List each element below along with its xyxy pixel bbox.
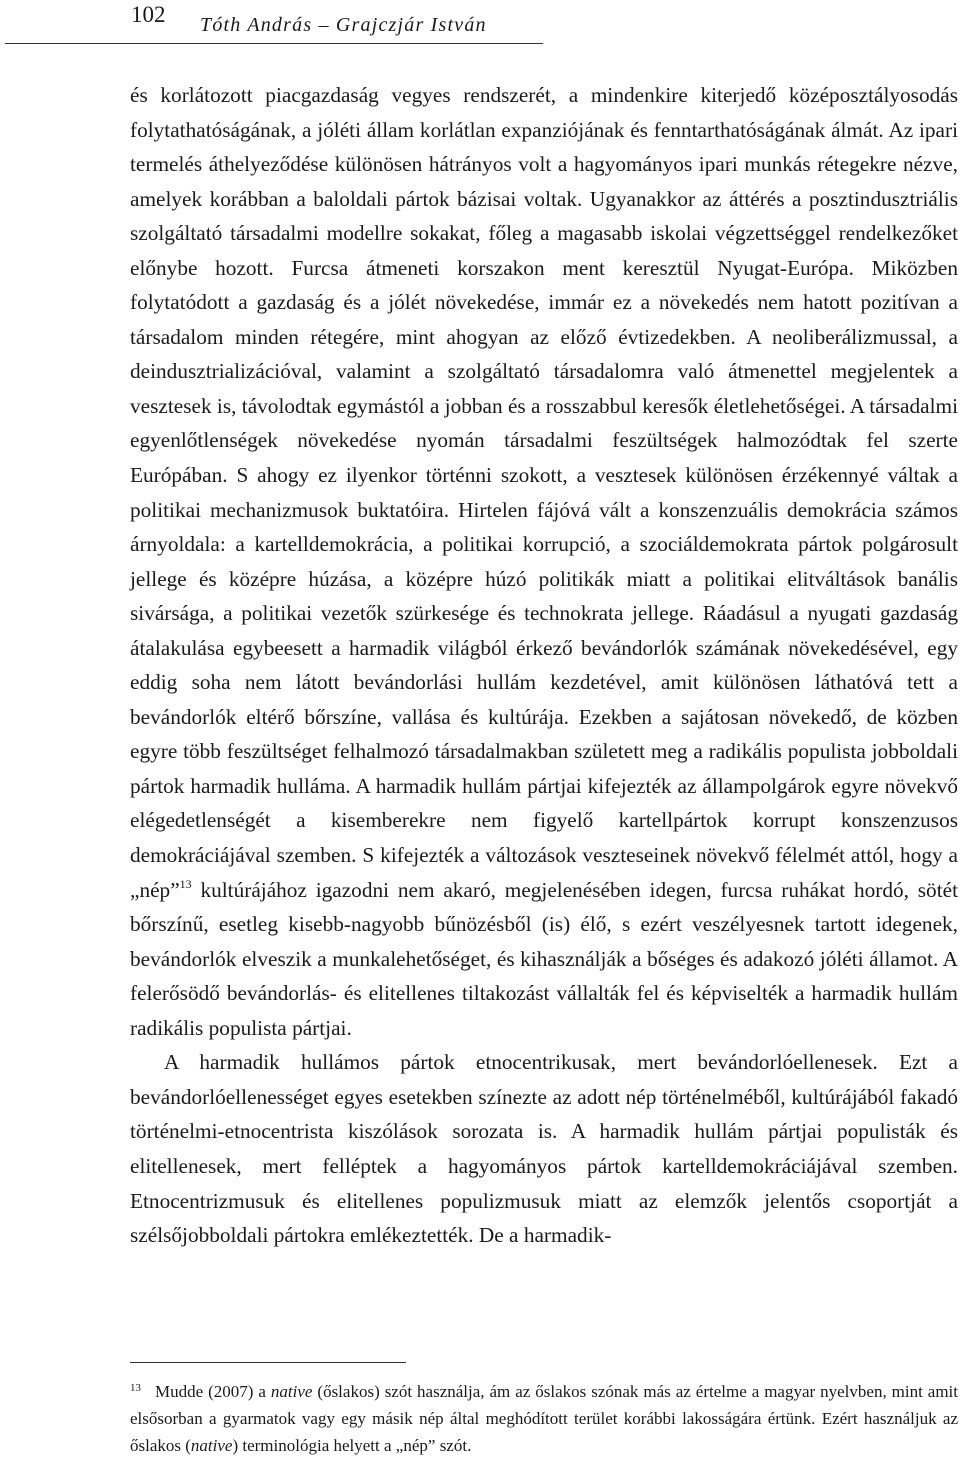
running-head: Tóth András – Grajczjár István xyxy=(200,14,487,36)
footnote-italic-term-2: native xyxy=(190,1436,233,1455)
page-header xyxy=(0,0,960,50)
body-text xyxy=(130,78,958,1253)
footnote-text-part3: ) terminológia helyett a „nép” szót. xyxy=(232,1436,472,1455)
paragraph-1-text: és korlátozott piacgazdaság vegyes rendszerét, a mindenkire kiterjedő középosztályosodás folytathatóságának, a jóléti állam korlátlan expanziójának és fenntarthatóságának álmát. Az ipari termelés áthelyeződése különösen hátrányos volt a hagyományos ipari munkás rétegekre nézve, amelyek korábban a baloldali pártok bázisai voltak. Ugyanakkor az áttérés a posztindusztriális szolgáltató társadalmi modellre sokakat, főleg a magasabb iskolai végzettséggel rendelkezőket előnybe hozott. Furcsa átmeneti korszakon ment keresztül Nyugat-Európa. Miközben folytatódott a gazdaság és a jólét növekedése, immár ez a növekedés nem hatott pozitívan a társadalom minden rétegére, mint ahogyan az előző évtizedekben. A neoliberálizmussal, a deindusztrializációval, valamint a szolgáltató társadalomra való átmenettel megjelentek a vesztesek is, távolodtak egymástól a jobban és a rosszabbul keresők életlehetőségei. A társadalmi egyenlőtlenségek növekedése nyomán társadalmi feszültségek halmozódtak fel szerte Európában. S ahogy ez ilyenkor történni szokott, a vesztesek különösen érzékennyé váltak a politikai mechanizmusok buktatóira. Hirtelen fájóvá vált a konszenzuális demokrácia számos árnyoldala: a kartelldemokrácia, a politikai korrupció, a szociáldemokrata pártok polgárosult jellege és középre húzása, a középre húzó politikák miatt a politikai elitváltások banális sivársága, a politikai vezetők szürkesége és technokrata jellege. Ráadásul a nyugati gazdaság átalakulása egybeesett a harmadik világból érkező bevándorlók számának növekedésével, egy eddig soha nem látott bevándorlási hullám kezdetével, amit különösen láthatóvá tett a bevándorlók eltérő bőrszíne, vallása és kultúrája. Ezekben a sajátosan növekedő, de közben egyre több feszültséget felhalmozó társadalmakban született meg a radikális populista jobboldali pártok harmadik hulláma. A harmadik hullám pártjai kifejezték az állampolgárok egyre növekvő elégedetlenségét a kisemberekre nem figyelő kartellpártok korrupt konszenzusos demokráciájával szemben. S kifejezték a változások veszteseinek növekvő félelmét attól, hogy a „nép” xyxy=(130,83,958,902)
footnotes xyxy=(130,1378,958,1459)
footnote-text-part2: (őslakos) szót használja, ám az őslakos szónak más az értelme a magyar nyelvben, mint amit elsősorban a gyarmatok vagy egy másik nép által meghódított terület korábbi lakosságára értünk. Ezért használjuk az őslakos ( xyxy=(130,1382,958,1455)
footnote-italic-term: native xyxy=(270,1382,313,1401)
paragraph-2: A harmadik hullámos pártok etnocentrikusak, mert bevándorlóellenesek. Ezt a bevándorlóellenességet egyes esetekben színezte az adott nép történelméből, kultúrájából fakadó történelmi-etnocentrista kiszólások sorozata is. A harmadik hullám pártjai populisták és elitellenesek, mert felléptek a hagyományos pártok kartelldemokráciájával szemben. Etnocentrizmusuk és elitellenes populizmusuk miatt az elemzők jelentős csoportját a szélsőjobboldali pártokra emlékeztették. De a harmadik- xyxy=(130,1050,958,1248)
header-rule xyxy=(5,43,543,44)
footnote-rule xyxy=(130,1362,406,1363)
footnote-reference[interactable]: 13 xyxy=(179,876,192,891)
footnote-number: 13 xyxy=(130,1382,141,1394)
page-number: 102 xyxy=(131,2,166,27)
footnote-text-part1: Mudde (2007) a xyxy=(155,1382,271,1401)
footnote-13 xyxy=(130,1378,958,1459)
paragraph-1 xyxy=(130,78,958,1045)
paragraph-1-text-continued: kultúrájához igazodni nem akaró, megjelenésében idegen, furcsa ruhákat hordó, sötét bőrszínű, esetleg kisebb-nagyobb bűnözésből (is) élő, s ezért veszélyesnek tartott idegenek, bevándorlók elveszik a munkalehetőséget, és kihasználják a bőséges és adakozó jóléti államot. A felerősödő bevándorlás- és elitellenes tiltakozást vállalták fel és képviselték a harmadik hullám radikális populista pártjai. xyxy=(130,877,958,1040)
